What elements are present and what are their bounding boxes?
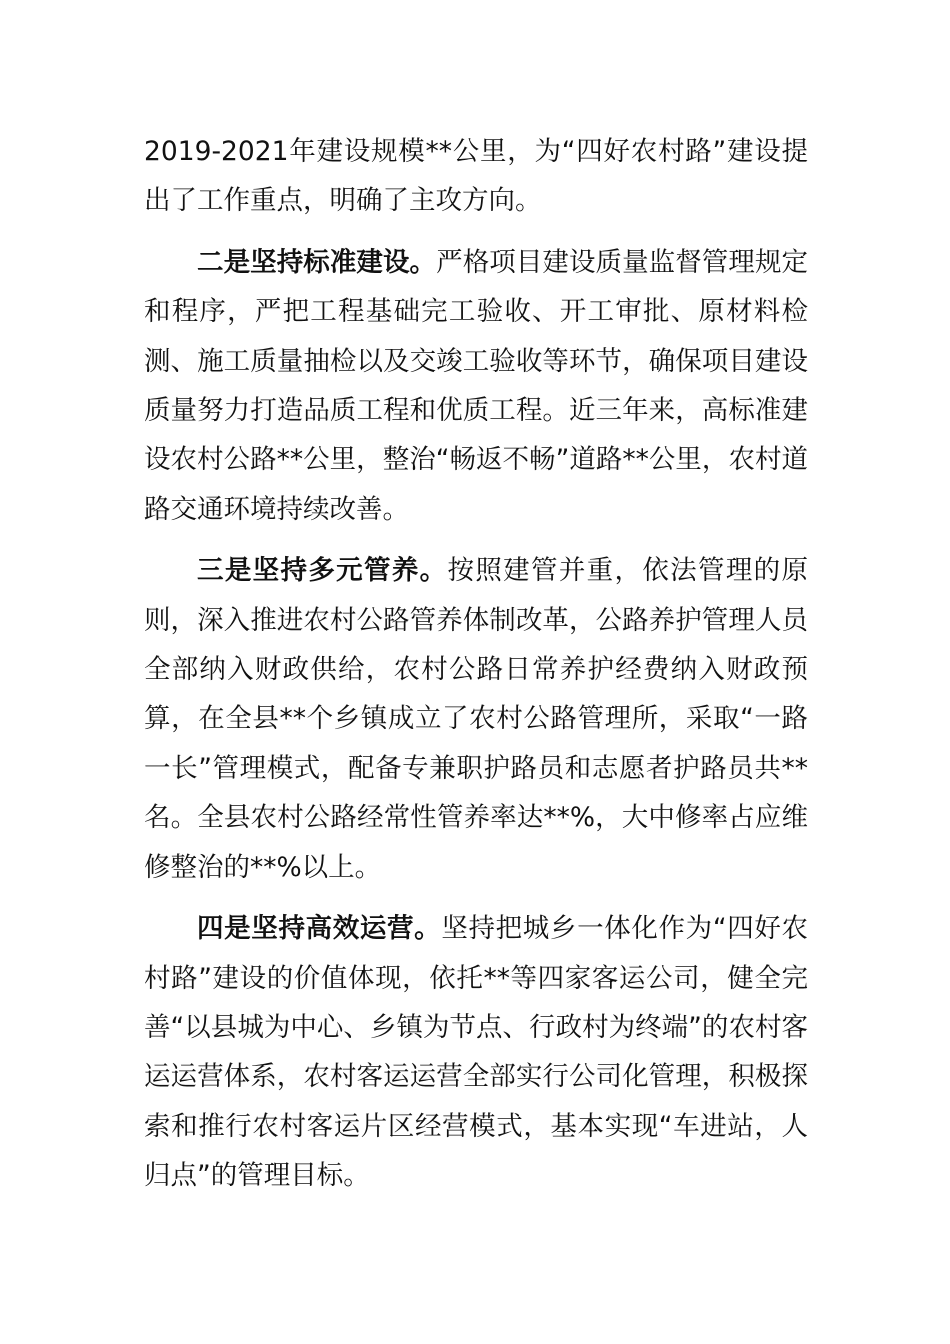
paragraph-heading: 三是坚持多元管养。	[197, 555, 448, 587]
paragraph-text: 坚持把城乡一体化作为“四好农村路”建设的价值体现，依托**等四家客运公司，健全完善“以县城为中心、乡镇为节点、行政村为终端”的农村客运运营体系，农村客运运营全部实行公司化管理，积极探索和推行农村客运片区经营模式，基本实现“车进站，人归点”的管理目标。	[144, 913, 809, 1192]
paragraph-multi-maintenance	[144, 546, 808, 892]
paragraph-text: 按照建管并重，依法管理的原则，深入推进农村公路管养体制改革，公路养护管理人员全部纳入财政供给，农村公路日常养护经费纳入财政预算，在全县**个乡镇成立了农村公路管理所，采取“一路一长”管理模式，配备专兼职护路员和志愿者护路员共**名。全县农村公路经常性管养率达**%，大中修率占应维修整治的**%以上。	[144, 555, 808, 883]
paragraph-heading: 四是坚持高效运营。	[197, 913, 442, 945]
paragraph-standard-construction	[144, 238, 808, 534]
paragraph-heading: 二是坚持标准建设。	[197, 246, 437, 278]
paragraph-continuation	[144, 127, 808, 226]
paragraph-text: 2019-2021年建设规模**公里，为“四好农村路”建设提出了工作重点，明确了主攻方向。	[144, 136, 808, 217]
document-body	[144, 127, 808, 1201]
paragraph-efficient-operation	[144, 904, 808, 1200]
paragraph-text: 严格项目建设质量监督管理规定和程序，严把工程基础完工验收、开工审批、原材料检测、施工质量抽检以及交竣工验收等环节，确保项目建设质量努力打造品质工程和优质工程。近三年来，高标准建设农村公路**公里，整治“畅返不畅”道路**公里，农村道路交通环境持续改善。	[144, 246, 809, 525]
